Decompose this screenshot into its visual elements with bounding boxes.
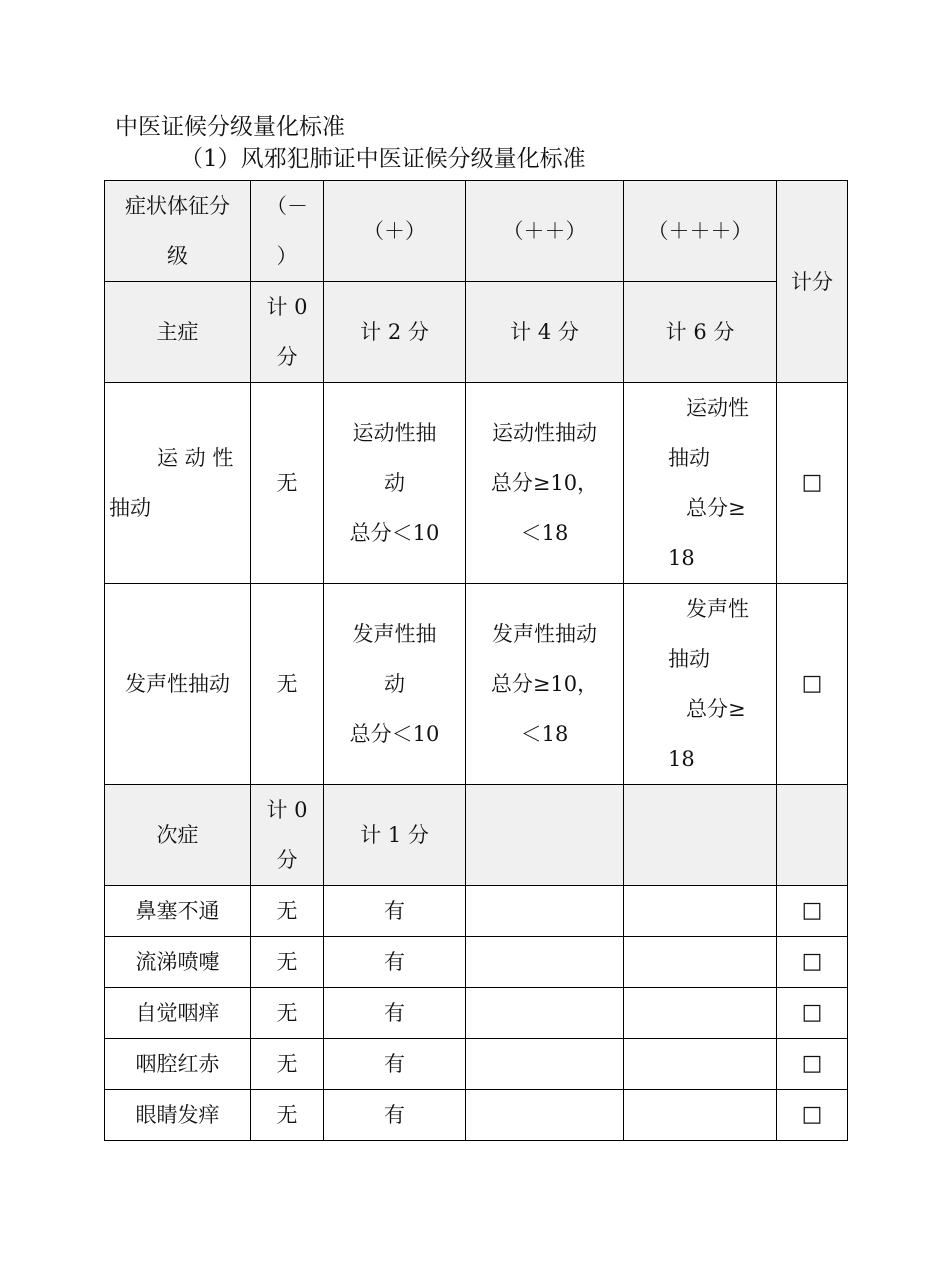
secondary-item-empty: [624, 988, 777, 1039]
vocal-tic-row: [105, 584, 848, 785]
document-title: 中医证候分级量化标准: [115, 114, 345, 140]
motor-plus3-line2: 抽动: [668, 446, 710, 470]
motor-label-cell: [105, 383, 251, 584]
main-score4-cell: 计 4 分: [466, 282, 624, 383]
secondary-item-row: [105, 886, 848, 937]
motor-plus-cell: [324, 383, 466, 584]
main-score2-cell: 计 2 分: [324, 282, 466, 383]
secondary-empty-cell: [624, 785, 777, 886]
secondary-item-name: 自觉咽痒: [105, 988, 251, 1039]
secondary-item-name: 眼睛发痒: [105, 1090, 251, 1141]
motor-plus3-line1: 运动性: [686, 396, 749, 420]
motor-plus-line1: 运动性抽: [352, 421, 437, 445]
motor-plus2-line3: ＜18: [520, 521, 569, 545]
motor-plus3-cell: [624, 383, 777, 584]
secondary-item-has: 有: [324, 1090, 466, 1141]
secondary-score0-line2: 分: [276, 848, 298, 872]
motor-plus2-cell: [466, 383, 624, 584]
motor-plus-line3: 总分＜10: [349, 521, 440, 545]
secondary-item-has: 有: [324, 988, 466, 1039]
header-plus-cell: （＋）: [324, 181, 466, 282]
secondary-score0-line1: 计 0: [266, 798, 308, 822]
secondary-item-none: 无: [251, 988, 324, 1039]
header-symptom-line2: 级: [167, 244, 188, 268]
secondary-item-has: 有: [324, 886, 466, 937]
secondary-symptom-label: 次症: [105, 785, 251, 886]
main-score0-line1: 计 0: [266, 295, 308, 319]
motor-none-cell: 无: [251, 383, 324, 584]
secondary-item-name: 流涕喷嚏: [105, 937, 251, 988]
vocal-plus-line2: 动: [384, 672, 405, 696]
secondary-item-empty: [624, 1090, 777, 1141]
secondary-symptom-header-row: [105, 785, 848, 886]
motor-score-checkbox[interactable]: □: [777, 383, 848, 584]
vocal-none-cell: 无: [251, 584, 324, 785]
vocal-plus2-line1: 发声性抽动: [492, 622, 597, 646]
main-symptom-label: 主症: [105, 282, 251, 383]
main-symptom-header-row: [105, 282, 848, 383]
header-plus2-cell: （＋＋）: [466, 181, 624, 282]
header-row: [105, 181, 848, 282]
secondary-item-has: 有: [324, 937, 466, 988]
secondary-item-none: 无: [251, 886, 324, 937]
secondary-item-empty: [466, 886, 624, 937]
secondary-item-empty: [466, 937, 624, 988]
secondary-item-checkbox[interactable]: □: [777, 988, 848, 1039]
secondary-item-none: 无: [251, 1090, 324, 1141]
secondary-item-empty: [466, 988, 624, 1039]
secondary-item-row: [105, 937, 848, 988]
secondary-item-none: 无: [251, 937, 324, 988]
secondary-empty-cell: [466, 785, 624, 886]
secondary-item-row: [105, 988, 848, 1039]
secondary-item-checkbox[interactable]: □: [777, 937, 848, 988]
vocal-plus3-line3: 总分≥: [686, 697, 746, 721]
header-symptom-line1: 症状体征分: [125, 194, 230, 218]
grading-table: [104, 180, 848, 1141]
vocal-plus3-line2: 抽动: [668, 647, 710, 671]
vocal-plus-line1: 发声性抽: [352, 622, 437, 646]
vocal-plus2-line3: ＜18: [520, 722, 569, 746]
vocal-plus-line3: 总分＜10: [349, 722, 440, 746]
motor-plus2-line1: 运动性抽动: [492, 421, 597, 445]
vocal-plus2-cell: [466, 584, 624, 785]
secondary-item-empty: [466, 1039, 624, 1090]
header-minus-cell: [251, 181, 324, 282]
vocal-plus3-line4: 18: [668, 747, 695, 771]
vocal-label-cell: 发声性抽动: [105, 584, 251, 785]
vocal-plus3-cell: [624, 584, 777, 785]
main-score0-cell: [251, 282, 324, 383]
vocal-plus-cell: [324, 584, 466, 785]
motor-plus3-line3: 总分≥: [686, 496, 746, 520]
secondary-item-empty: [624, 886, 777, 937]
header-minus-line2: ）: [276, 244, 298, 268]
secondary-item-checkbox[interactable]: □: [777, 1090, 848, 1141]
secondary-item-checkbox[interactable]: □: [777, 886, 848, 937]
motor-label-line1: 运 动 性: [157, 446, 234, 470]
header-score-cell: 计分: [777, 181, 848, 383]
motor-label-line2: 抽动: [109, 496, 151, 520]
vocal-score-checkbox[interactable]: □: [777, 584, 848, 785]
secondary-score1-cell: 计 1 分: [324, 785, 466, 886]
vocal-plus3-line1: 发声性: [686, 597, 749, 621]
vocal-plus2-line2: 总分≥10，: [490, 672, 599, 696]
secondary-item-row: [105, 1090, 848, 1141]
main-score0-line2: 分: [276, 345, 298, 369]
secondary-item-row: [105, 1039, 848, 1090]
table-caption: （1）风邪犯肺证中医证候分级量化标准: [180, 146, 586, 172]
header-plus3-cell: （＋＋＋）: [624, 181, 777, 282]
motor-tic-row: [105, 383, 848, 584]
secondary-item-empty: [466, 1090, 624, 1141]
motor-plus3-line4: 18: [668, 546, 695, 570]
secondary-item-name: 咽腔红赤: [105, 1039, 251, 1090]
header-minus-line1: （－: [266, 194, 308, 218]
secondary-item-empty: [624, 1039, 777, 1090]
main-score6-cell: 计 6 分: [624, 282, 777, 383]
secondary-item-empty: [624, 937, 777, 988]
secondary-empty-cell: [777, 785, 848, 886]
secondary-item-has: 有: [324, 1039, 466, 1090]
secondary-item-checkbox[interactable]: □: [777, 1039, 848, 1090]
secondary-item-name: 鼻塞不通: [105, 886, 251, 937]
secondary-score0-cell: [251, 785, 324, 886]
motor-plus-line2: 动: [384, 471, 405, 495]
secondary-item-none: 无: [251, 1039, 324, 1090]
header-symptom-cell: [105, 181, 251, 282]
motor-plus2-line2: 总分≥10，: [490, 471, 599, 495]
